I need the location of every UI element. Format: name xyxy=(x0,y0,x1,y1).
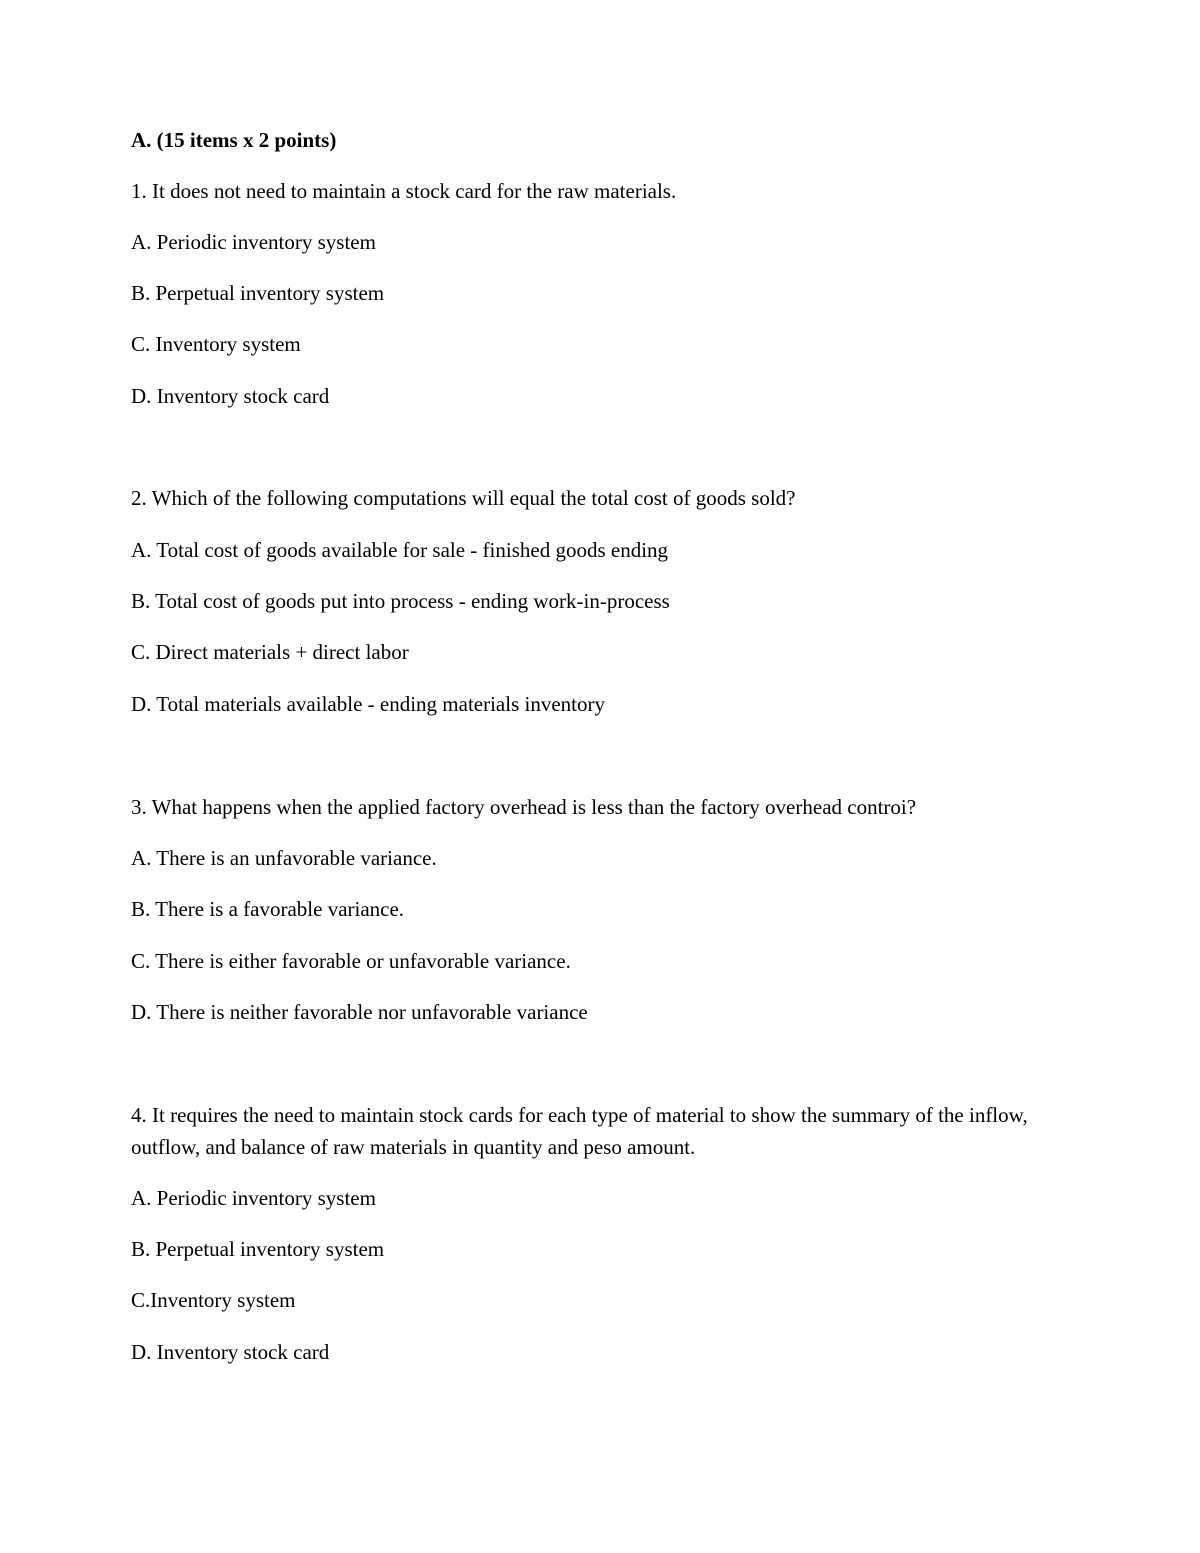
question-1-option-c: C. Inventory system xyxy=(131,332,301,356)
question-2-option-d: D. Total materials available - ending materials inventory xyxy=(131,692,605,716)
question-4-option-c: C.Inventory system xyxy=(131,1288,296,1312)
question-3-stem: 3. What happens when the applied factory overhead is less than the factory overhead controi? xyxy=(131,795,917,819)
question-3-option-a: A. There is an unfavorable variance. xyxy=(131,846,437,870)
question-1-option-d: D. Inventory stock card xyxy=(131,384,330,408)
question-2-option-c: C. Direct materials + direct labor xyxy=(131,640,409,664)
question-1-option-b: B. Perpetual inventory system xyxy=(131,281,385,305)
question-4-stem: 4. It requires the need to maintain stock cards for each type of material to show the summary of the inflow, outflow, and balance of raw materials in quantity and peso amount. xyxy=(131,1103,1028,1159)
question-2-stem: 2. Which of the following computations will equal the total cost of goods sold? xyxy=(131,486,796,510)
question-4-option-b: B. Perpetual inventory system xyxy=(131,1237,385,1261)
question-4-option-d: D. Inventory stock card xyxy=(131,1340,330,1364)
question-4-option-a: A. Periodic inventory system xyxy=(131,1186,376,1210)
question-3-option-c: C. There is either favorable or unfavorable variance. xyxy=(131,949,571,973)
question-3-option-d: D. There is neither favorable nor unfavorable variance xyxy=(131,1000,588,1024)
question-1-stem: 1. It does not need to maintain a stock card for the raw materials. xyxy=(131,179,677,203)
question-1-option-a: A. Periodic inventory system xyxy=(131,230,376,254)
question-2-option-b: B. Total cost of goods put into process - ending work-in-process xyxy=(131,589,670,613)
question-3-option-b: B. There is a favorable variance. xyxy=(131,897,405,921)
section-heading: A. (15 items x 2 points) xyxy=(131,128,337,152)
question-2-option-a: A. Total cost of goods available for sale - finished goods ending xyxy=(131,538,669,562)
